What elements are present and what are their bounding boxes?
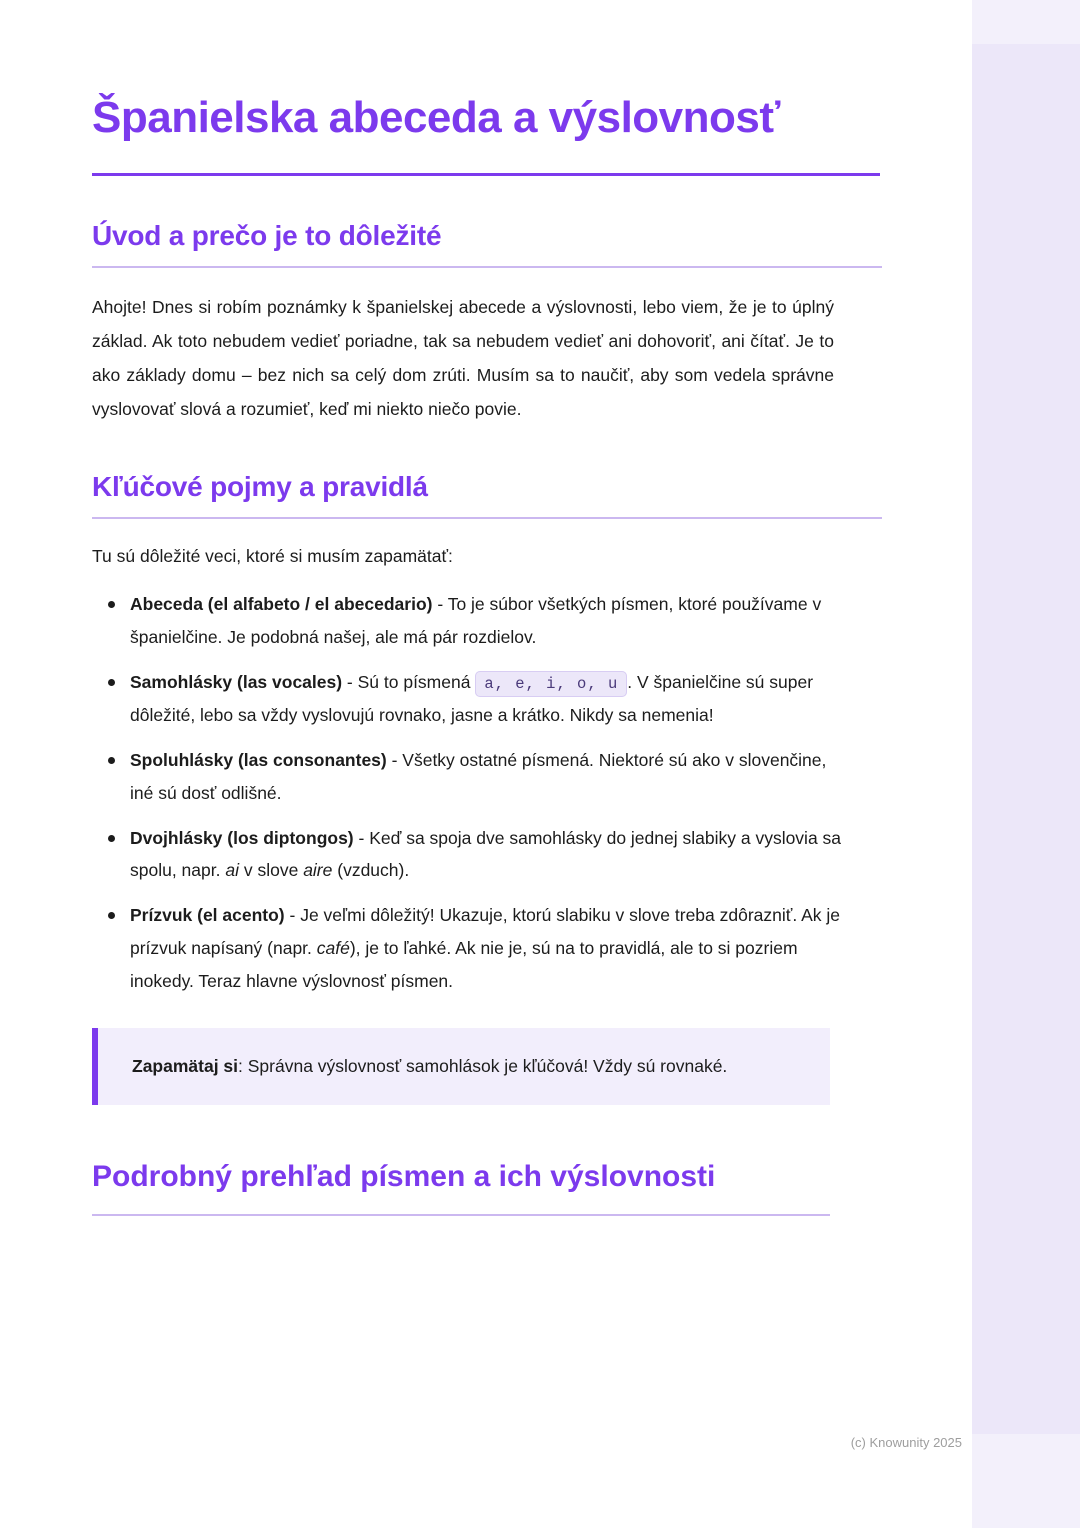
key-terms-lead: Tu sú dôležité veci, ktoré si musím zapamätať: — [92, 545, 453, 566]
section-divider-intro — [92, 266, 882, 268]
list-item-text: - Keď sa spoja dve samohlásky do jednej slabiky a vyslovia sa spolu, napr. — [130, 827, 842, 881]
list-item-term: Dvojhlásky (los diptongos) — [130, 827, 354, 848]
callout-label: Zapamätaj si — [132, 1056, 239, 1077]
list-item-text: - To je súbor všetkých písmen, ktoré používame v španielčine. Je podobná našej, ale má pár rozdielov. — [130, 594, 822, 647]
list-item — [130, 666, 852, 732]
remember-callout — [92, 1028, 830, 1105]
list-item — [130, 899, 852, 998]
list-item-text: - Sú to písmená — [342, 671, 476, 692]
list-item-text: - Všetky ostatné písmená. Niektoré sú ako v slovenčine, iné sú dosť odlišné. — [130, 749, 827, 803]
page-title: Španielska abeceda a výslovnosť — [92, 93, 780, 142]
section-heading-overview: Podrobný prehľad písmen a ich výslovnosti — [92, 1160, 716, 1194]
title-divider — [92, 173, 880, 176]
page-side-band-inner — [972, 44, 1080, 1434]
section-heading-intro: Úvod a prečo je to dôležité — [92, 220, 442, 251]
section-divider-overview — [92, 1214, 830, 1216]
list-item-text: . V španielčine sú super dôležité, lebo sa vždy vyslovujú rovnako, jasne a krátko. Nikdy sa nemenia! — [130, 671, 814, 725]
list-item — [130, 588, 852, 654]
callout-body: : Správna výslovnosť samohlások je kľúčová! Vždy sú rovnaké. — [238, 1056, 728, 1077]
list-item-term: Samohlásky (las vocales) — [130, 671, 343, 692]
list-item — [130, 744, 852, 810]
list-item-text: - Je veľmi dôležitý! Ukazuje, ktorú slabiku v slove treba zdôrazniť. Ak je prízvuk napísaný (napr. — [130, 905, 841, 959]
list-item-emphasis: aire — [303, 860, 333, 881]
list-item — [130, 822, 852, 888]
intro-paragraph: Ahojte! Dnes si robím poznámky k španielskej abecede a výslovnosti, lebo viem, že je to úplný základ. Ak toto nebudem vedieť poriadne, tak sa nebudem vedieť ani dohovoriť, ani čítať. Je to ako základy domu – bez nich sa celý dom zrúti. Musím sa to naučiť, aby som vedela správne vyslovovať slová a rozumieť, keď mi niekto niečo povie. — [92, 297, 834, 420]
watermark: (c) Knowunity 2025 — [850, 1435, 962, 1450]
vowels-code-chip: a, e, i, o, u — [475, 671, 627, 697]
list-item-term: Spoluhlásky (las consonantes) — [130, 749, 387, 770]
callout-text — [132, 1050, 800, 1083]
list-item-term: Prízvuk (el acento) — [130, 905, 285, 926]
section-divider-key-terms — [92, 517, 882, 519]
list-item-emphasis: café — [316, 938, 350, 959]
list-item-text: ), je to ľahké. Ak nie je, sú na to pravidlá, ale to si pozriem inokedy. Teraz hlavne výslovnosť písmen. — [130, 938, 798, 992]
section-heading-key-terms: Kľúčové pojmy a pravidlá — [92, 470, 428, 502]
list-item-term: Abeceda (el alfabeto / el abecedario) — [130, 594, 433, 614]
page-side-band — [972, 0, 1080, 1528]
list-item-text: (vzduch). — [332, 860, 410, 881]
key-terms-list — [92, 588, 880, 998]
list-item-emphasis: ai — [225, 860, 239, 881]
list-item-text: v slove — [238, 860, 304, 881]
